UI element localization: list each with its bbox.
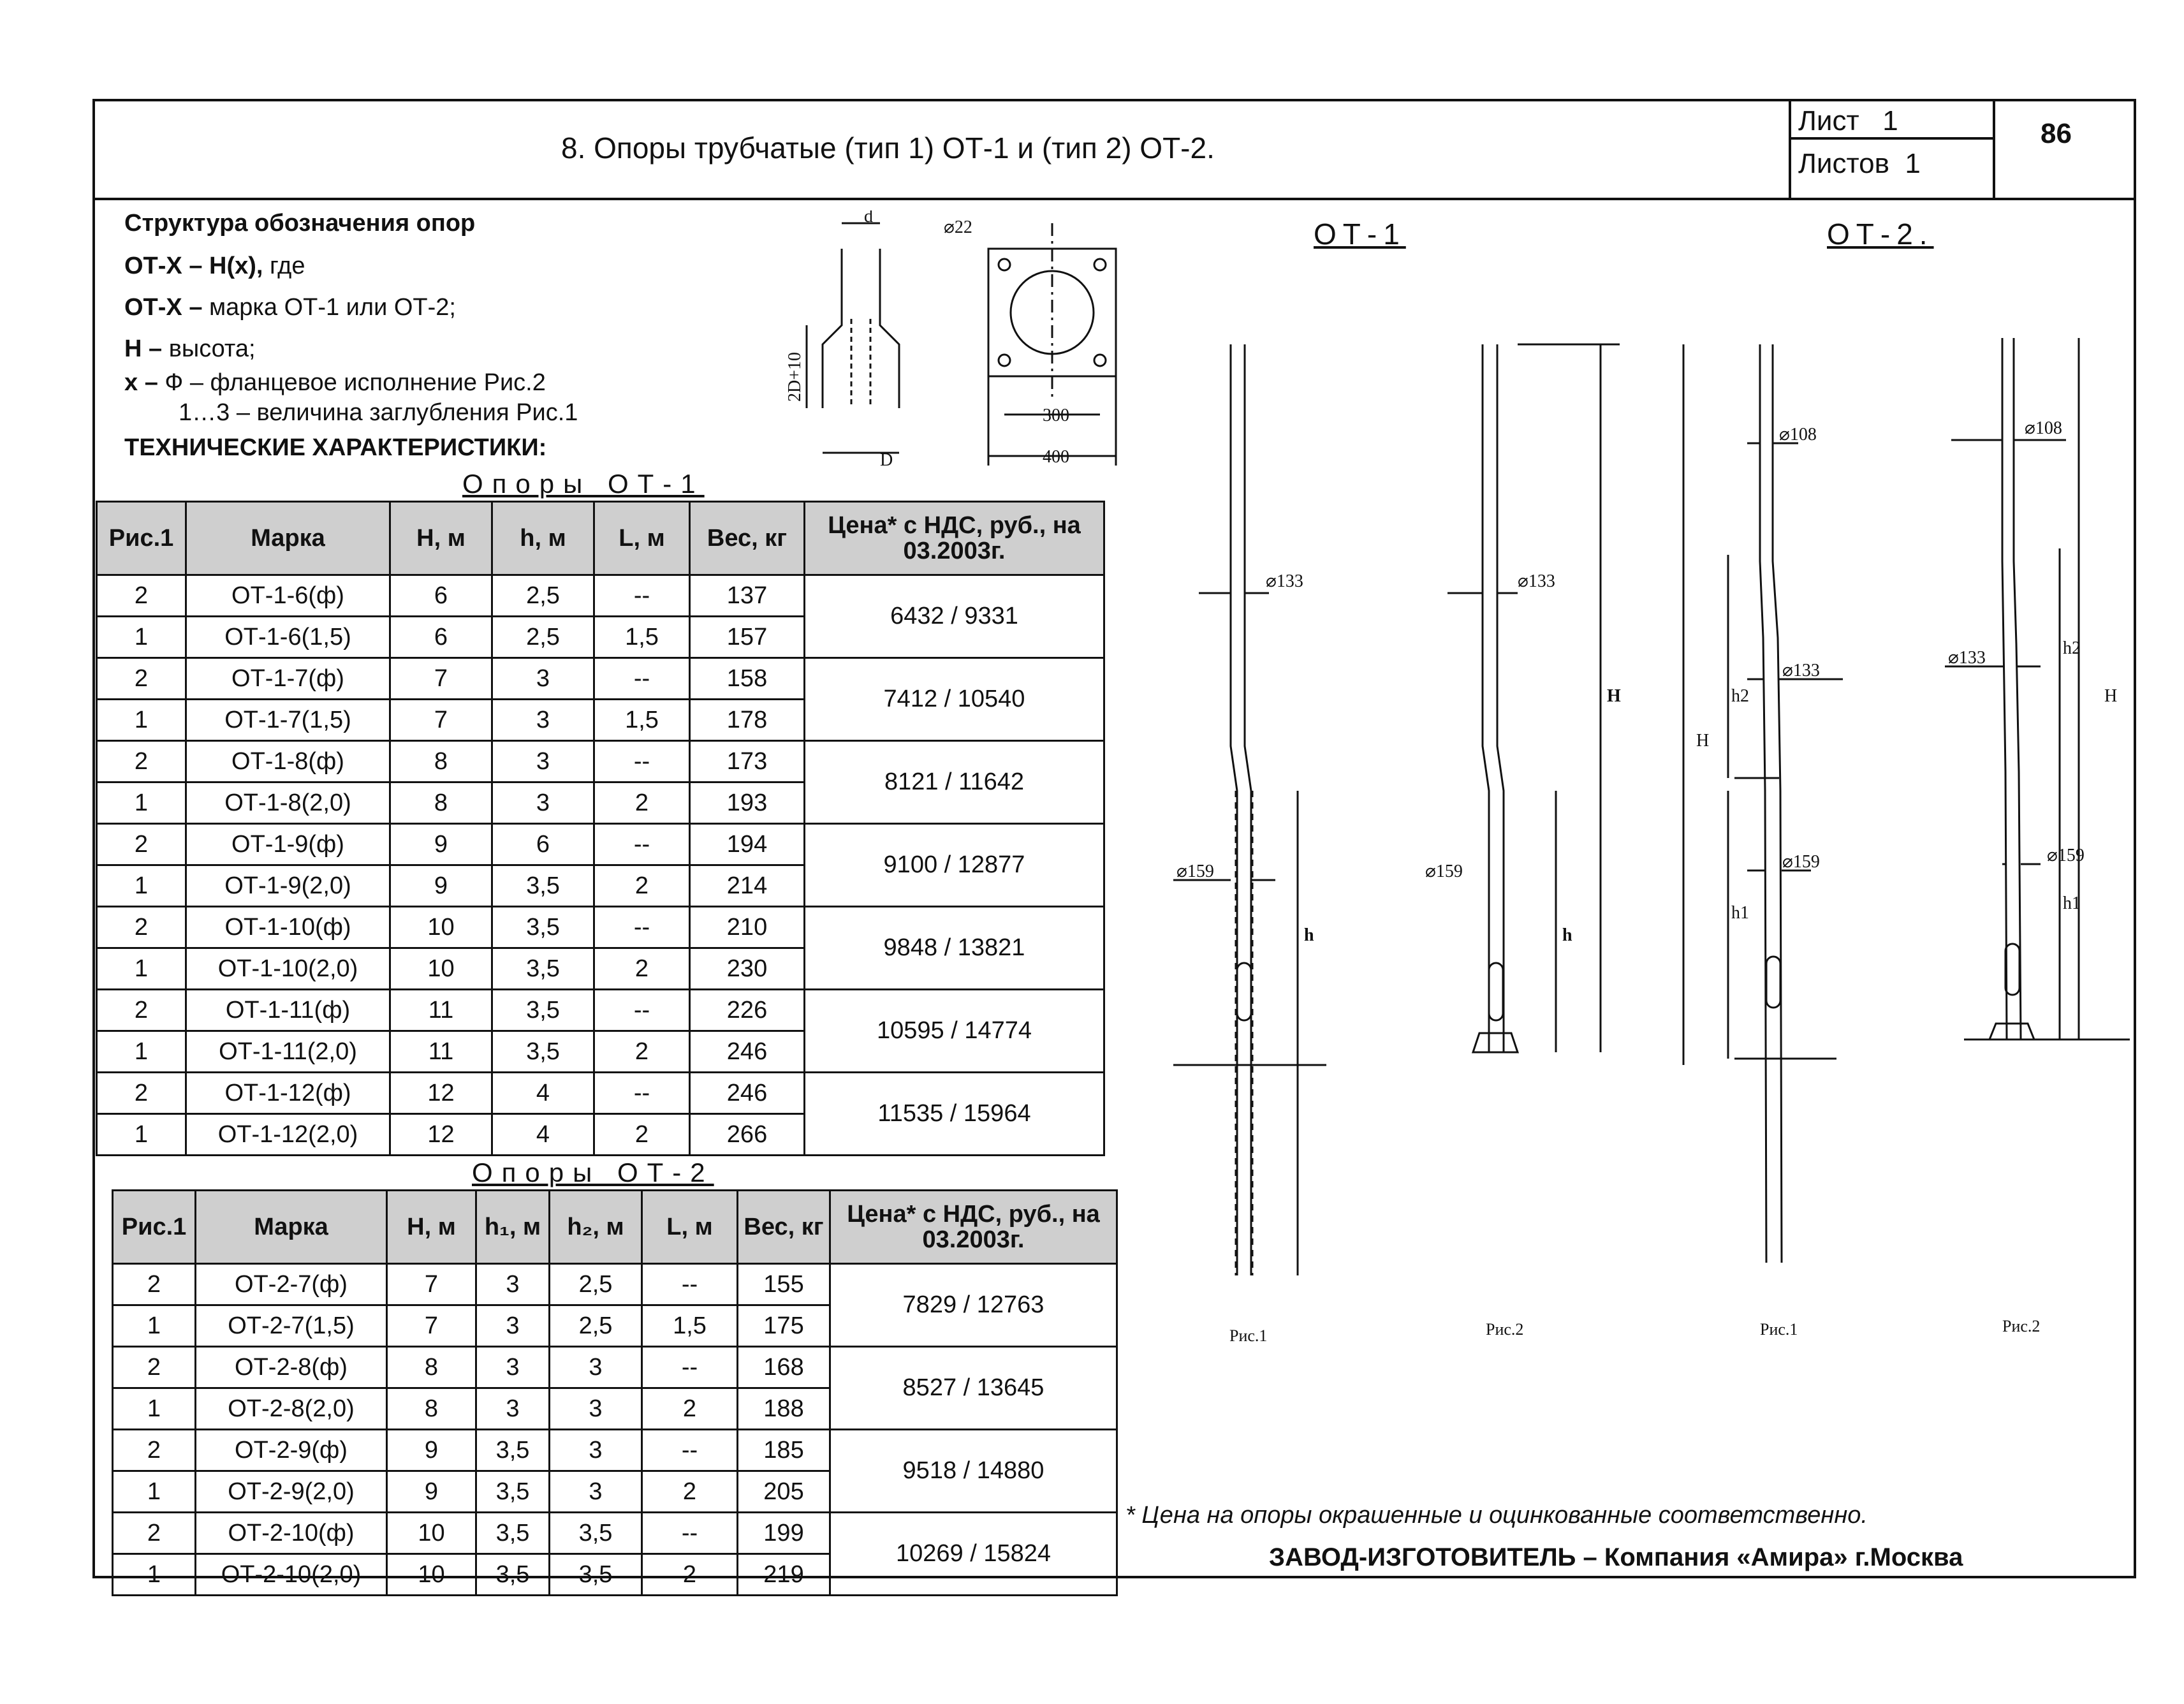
table-cell: 226 xyxy=(690,990,805,1031)
table-cell: 1 xyxy=(97,865,186,907)
table-cell: 3,5 xyxy=(476,1513,550,1554)
table-row xyxy=(113,1513,1117,1554)
header-vline-1 xyxy=(1789,99,1791,198)
table-cell: 246 xyxy=(690,1073,805,1114)
table-cell: 157 xyxy=(690,617,805,658)
price-cell: 8527 / 13645 xyxy=(830,1347,1117,1430)
table-cell: ОТ-2-9(2,0) xyxy=(196,1471,387,1513)
table-cell: ОТ-1-8(ф) xyxy=(186,741,390,782)
table-cell: 3,5 xyxy=(476,1430,550,1471)
table-cell: 2 xyxy=(97,575,186,617)
table-cell: 9 xyxy=(390,865,492,907)
table-cell: 1 xyxy=(97,782,186,824)
table-cell: ОТ-2-8(ф) xyxy=(196,1347,387,1388)
table-cell: 9 xyxy=(387,1430,476,1471)
ot1-header-row xyxy=(97,502,1104,575)
ot1-fig1-caption: Рис.1 xyxy=(1229,1326,1268,1345)
table-cell: 2,5 xyxy=(550,1305,642,1347)
table-cell: 230 xyxy=(690,948,805,990)
ot2-fig1-d108: ⌀108 xyxy=(1779,425,1817,444)
price-cell: 9518 / 14880 xyxy=(830,1430,1117,1513)
ot1-header-cell: Марка xyxy=(186,502,390,575)
table-cell: ОТ-2-10(2,0) xyxy=(196,1554,387,1596)
ot2-fig1-d159: ⌀159 xyxy=(1782,852,1820,872)
table-row xyxy=(97,1073,1104,1114)
table-cell: 12 xyxy=(390,1114,492,1156)
ot1-header-cell: Вес, кг xyxy=(690,502,805,575)
ot2-drawing-title: ОТ-2. xyxy=(1827,217,1934,251)
legend-heading: Структура обозначения опор xyxy=(124,210,476,237)
table-cell: 3,5 xyxy=(550,1513,642,1554)
table-cell: 2 xyxy=(594,782,690,824)
table-cell: 3 xyxy=(492,782,594,824)
manufacturer: ЗАВОД-ИЗГОТОВИТЕЛЬ – Компания «Амира» г.Москва xyxy=(1269,1543,1963,1571)
page-number: 86 xyxy=(2041,118,2072,149)
flange-detail-drawing xyxy=(784,210,1154,478)
price-cell: 8121 / 11642 xyxy=(805,741,1104,824)
table-cell: 2 xyxy=(642,1554,738,1596)
table-cell: 2 xyxy=(113,1347,196,1388)
price-cell: 6432 / 9331 xyxy=(805,575,1104,658)
flange-d-label: d xyxy=(864,210,873,226)
table-cell: 4 xyxy=(492,1073,594,1114)
ot1-header-cell: Рис.1 xyxy=(97,502,186,575)
table-cell: 3 xyxy=(492,741,594,782)
table-row xyxy=(97,990,1104,1031)
table-cell: ОТ-1-11(2,0) xyxy=(186,1031,390,1073)
ot1-fig2-caption: Рис.2 xyxy=(1486,1320,1524,1339)
table-cell: ОТ-1-12(2,0) xyxy=(186,1114,390,1156)
table-cell: 3 xyxy=(476,1305,550,1347)
table-cell: ОТ-2-7(1,5) xyxy=(196,1305,387,1347)
table-cell: 2 xyxy=(97,990,186,1031)
table-cell: 3 xyxy=(476,1347,550,1388)
table-cell: -- xyxy=(642,1347,738,1388)
table-cell: 11 xyxy=(390,1031,492,1073)
table-cell: 246 xyxy=(690,1031,805,1073)
table-row xyxy=(113,1264,1117,1305)
flange-D-label: D xyxy=(880,450,893,470)
table-cell: 1,5 xyxy=(594,617,690,658)
table-cell: 3,5 xyxy=(492,948,594,990)
table-cell: 155 xyxy=(738,1264,830,1305)
table-cell: 173 xyxy=(690,741,805,782)
pole-drawings xyxy=(1135,306,2155,1365)
table-cell: 1 xyxy=(113,1471,196,1513)
table-cell: 3,5 xyxy=(550,1554,642,1596)
ot2-fig2-pole xyxy=(1945,338,2130,1039)
table-cell: -- xyxy=(594,575,690,617)
table-cell: 2 xyxy=(642,1388,738,1430)
table-cell: 3 xyxy=(492,700,594,741)
table-cell: 7 xyxy=(390,658,492,700)
table-cell: ОТ-2-9(ф) xyxy=(196,1430,387,1471)
ot1-fig2-d159: ⌀159 xyxy=(1425,862,1463,881)
table-cell: 9 xyxy=(390,824,492,865)
table-cell: 2 xyxy=(97,907,186,948)
table-cell: 6 xyxy=(390,617,492,658)
table-cell: 178 xyxy=(690,700,805,741)
table-cell: 2 xyxy=(97,658,186,700)
table-cell: ОТ-1-9(2,0) xyxy=(186,865,390,907)
table-cell: 3 xyxy=(476,1388,550,1430)
table-cell: 10 xyxy=(390,948,492,990)
table-cell: ОТ-1-7(ф) xyxy=(186,658,390,700)
table-cell: 1 xyxy=(113,1305,196,1347)
ot1-drawing-title: ОТ-1 xyxy=(1314,217,1406,251)
table-cell: 1 xyxy=(113,1388,196,1430)
legend-line-3: Н – высота; xyxy=(124,335,256,362)
ot1-header-cell: Цена* с НДС, руб., на 03.2003г. xyxy=(805,502,1104,575)
table-cell: 2 xyxy=(113,1264,196,1305)
price-cell: 7412 / 10540 xyxy=(805,658,1104,741)
ot1-fig1-d159: ⌀159 xyxy=(1176,862,1214,881)
table-cell: 2 xyxy=(594,1031,690,1073)
table-cell: ОТ-1-7(1,5) xyxy=(186,700,390,741)
ot1-table xyxy=(96,501,1105,1156)
table-row xyxy=(97,658,1104,700)
table-cell: 175 xyxy=(738,1305,830,1347)
table-cell: 1 xyxy=(97,617,186,658)
table-cell: 3 xyxy=(550,1388,642,1430)
ot2-table xyxy=(112,1189,1118,1596)
table-cell: 7 xyxy=(387,1305,476,1347)
table-cell: ОТ-1-6(ф) xyxy=(186,575,390,617)
price-cell: 10269 / 15824 xyxy=(830,1513,1117,1596)
table-cell: 2 xyxy=(113,1430,196,1471)
table-cell: 266 xyxy=(690,1114,805,1156)
price-footnote: * Цена на опоры окрашенные и оцинкованные соответственно. xyxy=(1125,1502,1868,1529)
table-cell: 6 xyxy=(492,824,594,865)
table-cell: 3,5 xyxy=(492,990,594,1031)
table-cell: 2 xyxy=(97,741,186,782)
ot1-fig2-h: h xyxy=(1562,925,1572,945)
ot1-fig2-H: H xyxy=(1607,686,1621,706)
price-cell: 11535 / 15964 xyxy=(805,1073,1104,1156)
table-cell: 2 xyxy=(97,824,186,865)
ot1-fig1-d133: ⌀133 xyxy=(1266,571,1303,591)
ot2-section-title: Опоры ОТ-2 xyxy=(472,1157,714,1187)
ot1-table-body xyxy=(97,575,1104,1156)
ot2-fig1-H: H xyxy=(1696,731,1710,751)
ot2-fig2-H: H xyxy=(2104,686,2118,706)
ot2-fig2-d108: ⌀108 xyxy=(2025,418,2062,438)
table-cell: ОТ-1-10(2,0) xyxy=(186,948,390,990)
table-cell: ОТ-1-11(ф) xyxy=(186,990,390,1031)
table-cell: -- xyxy=(594,741,690,782)
table-cell: 214 xyxy=(690,865,805,907)
table-cell: 2,5 xyxy=(492,575,594,617)
table-row xyxy=(97,741,1104,782)
table-cell: 2 xyxy=(594,948,690,990)
ot1-header-cell: L, м xyxy=(594,502,690,575)
table-cell: 10 xyxy=(387,1513,476,1554)
table-cell: 3 xyxy=(550,1430,642,1471)
ot1-section-title: Опоры ОТ-1 xyxy=(462,469,705,499)
ot2-fig1-caption: Рис.1 xyxy=(1760,1320,1798,1339)
ot2-table-body xyxy=(113,1264,1117,1596)
ot2-header-cell: L, м xyxy=(642,1191,738,1264)
price-cell: 10595 / 14774 xyxy=(805,990,1104,1073)
table-cell: 210 xyxy=(690,907,805,948)
price-cell: 9848 / 13821 xyxy=(805,907,1104,990)
flange-depth-label: 2D+10 xyxy=(785,351,805,402)
page-title: 8. Опоры трубчатые (тип 1) ОТ-1 и (тип 2) ОТ-2. xyxy=(561,131,1215,165)
flange-dim-300: 300 xyxy=(1043,406,1069,425)
table-cell: 188 xyxy=(738,1388,830,1430)
table-cell: -- xyxy=(594,658,690,700)
table-cell: 3,5 xyxy=(476,1471,550,1513)
ot2-fig2-d159: ⌀159 xyxy=(2047,846,2085,865)
table-cell: 3,5 xyxy=(492,1031,594,1073)
table-cell: 1,5 xyxy=(642,1305,738,1347)
ot2-fig2-d133: ⌀133 xyxy=(1948,648,1986,668)
table-cell: 3,5 xyxy=(476,1554,550,1596)
ot2-header-cell: h₂, м xyxy=(550,1191,642,1264)
table-cell: 158 xyxy=(690,658,805,700)
table-cell: ОТ-2-8(2,0) xyxy=(196,1388,387,1430)
ot1-header-cell: Н, м xyxy=(390,502,492,575)
table-cell: ОТ-1-10(ф) xyxy=(186,907,390,948)
table-row xyxy=(97,824,1104,865)
table-cell: ОТ-1-9(ф) xyxy=(186,824,390,865)
ot2-fig2-h1: h1 xyxy=(2063,893,2081,913)
table-cell: -- xyxy=(642,1513,738,1554)
table-cell: 2 xyxy=(594,865,690,907)
table-cell: 9 xyxy=(387,1471,476,1513)
table-cell: 2 xyxy=(113,1513,196,1554)
ot2-header-cell: Цена* с НДС, руб., на 03.2003г. xyxy=(830,1191,1117,1264)
ot2-header-cell: Н, м xyxy=(387,1191,476,1264)
table-cell: 3 xyxy=(492,658,594,700)
table-row xyxy=(97,907,1104,948)
table-cell: 6 xyxy=(390,575,492,617)
table-cell: 3 xyxy=(550,1347,642,1388)
table-cell: -- xyxy=(594,824,690,865)
ot2-header-cell: Рис.1 xyxy=(113,1191,196,1264)
flange-hole-label: ⌀22 xyxy=(944,217,972,237)
table-cell: 8 xyxy=(390,782,492,824)
tech-characteristics-heading: ТЕХНИЧЕСКИЕ ХАРАКТЕРИСТИКИ: xyxy=(124,434,547,461)
table-cell: 10 xyxy=(390,907,492,948)
table-cell: 193 xyxy=(690,782,805,824)
legend-line-4: х – Ф – фланцевое исполнение Рис.2 xyxy=(124,369,546,396)
ot2-fig2-caption: Рис.2 xyxy=(2002,1317,2041,1335)
legend-line-1: ОТ-Х – Н(х), где xyxy=(124,253,305,279)
table-cell: 168 xyxy=(738,1347,830,1388)
table-cell: 1 xyxy=(97,948,186,990)
table-cell: ОТ-1-12(ф) xyxy=(186,1073,390,1114)
table-cell: 8 xyxy=(387,1347,476,1388)
table-row xyxy=(113,1347,1117,1388)
ot2-header-cell: h₁, м xyxy=(476,1191,550,1264)
header-divider xyxy=(92,198,2136,200)
table-cell: 3 xyxy=(476,1264,550,1305)
ot2-header-cell: Марка xyxy=(196,1191,387,1264)
legend-line-5: 1…3 – величина заглубления Рис.1 xyxy=(179,399,578,426)
table-cell: ОТ-1-8(2,0) xyxy=(186,782,390,824)
table-row xyxy=(113,1430,1117,1471)
sheets-count-label: Листов 1 xyxy=(1798,148,1921,179)
ot2-header-cell: Вес, кг xyxy=(738,1191,830,1264)
ot2-fig1-pole xyxy=(1683,344,1843,1263)
table-cell: 194 xyxy=(690,824,805,865)
table-cell: 3 xyxy=(550,1471,642,1513)
table-cell: -- xyxy=(642,1264,738,1305)
price-cell: 9100 / 12877 xyxy=(805,824,1104,907)
table-cell: 2 xyxy=(97,1073,186,1114)
table-cell: -- xyxy=(642,1430,738,1471)
table-cell: 4 xyxy=(492,1114,594,1156)
table-cell: 2,5 xyxy=(492,617,594,658)
table-cell: 2 xyxy=(594,1114,690,1156)
header-sheet-divider xyxy=(1789,137,1993,140)
table-cell: 137 xyxy=(690,575,805,617)
table-cell: 1 xyxy=(113,1554,196,1596)
table-cell: 1 xyxy=(97,700,186,741)
table-cell: 199 xyxy=(738,1513,830,1554)
table-cell: 12 xyxy=(390,1073,492,1114)
ot2-fig1-h1: h1 xyxy=(1731,903,1749,923)
table-cell: 219 xyxy=(738,1554,830,1596)
table-cell: 3,5 xyxy=(492,907,594,948)
table-cell: 7 xyxy=(390,700,492,741)
ot1-fig1-pole xyxy=(1173,344,1326,1275)
ot1-fig1-h: h xyxy=(1304,925,1314,945)
sheet-label: Лист 1 xyxy=(1798,105,1898,136)
table-cell: 8 xyxy=(387,1388,476,1430)
ot2-fig1-h2: h2 xyxy=(1731,686,1749,706)
table-cell: 7 xyxy=(387,1264,476,1305)
ot1-header-cell: h, м xyxy=(492,502,594,575)
table-cell: 3,5 xyxy=(492,865,594,907)
table-cell: 1,5 xyxy=(594,700,690,741)
price-cell: 7829 / 12763 xyxy=(830,1264,1117,1347)
table-cell: -- xyxy=(594,907,690,948)
table-cell: 2 xyxy=(642,1471,738,1513)
ot2-fig2-h2: h2 xyxy=(2063,638,2081,658)
flange-dim-400: 400 xyxy=(1043,447,1069,467)
table-cell: 1 xyxy=(97,1031,186,1073)
ot2-header-row xyxy=(113,1191,1117,1264)
legend-line-2: ОТ-Х – марка ОТ-1 или ОТ-2; xyxy=(124,294,456,321)
ot1-fig2-pole xyxy=(1447,344,1620,1052)
table-cell: 2,5 xyxy=(550,1264,642,1305)
table-cell: 1 xyxy=(97,1114,186,1156)
table-row xyxy=(97,575,1104,617)
table-cell: ОТ-1-6(1,5) xyxy=(186,617,390,658)
table-cell: ОТ-2-7(ф) xyxy=(196,1264,387,1305)
table-cell: 185 xyxy=(738,1430,830,1471)
table-cell: 8 xyxy=(390,741,492,782)
ot2-fig1-d133: ⌀133 xyxy=(1782,661,1820,680)
header-vline-2 xyxy=(1993,99,1995,198)
table-cell: 205 xyxy=(738,1471,830,1513)
table-cell: 10 xyxy=(387,1554,476,1596)
table-cell: -- xyxy=(594,1073,690,1114)
table-cell: -- xyxy=(594,990,690,1031)
table-cell: ОТ-2-10(ф) xyxy=(196,1513,387,1554)
ot1-fig2-d133: ⌀133 xyxy=(1518,571,1555,591)
table-cell: 11 xyxy=(390,990,492,1031)
